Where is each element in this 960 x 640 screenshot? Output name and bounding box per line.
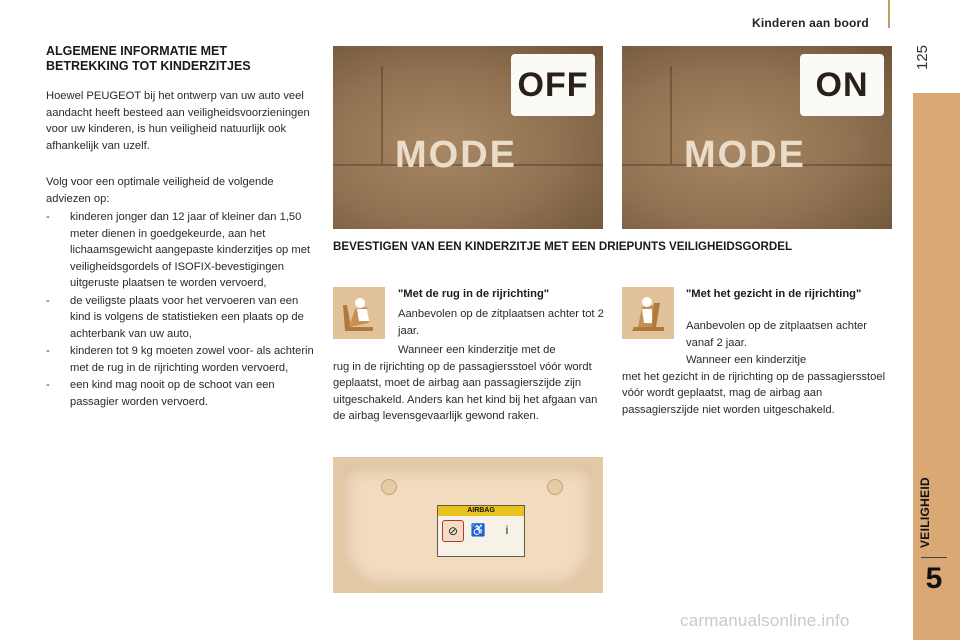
advice-intro-paragraph: Volg voor een optimale veiligheid de volgende adviezen op: bbox=[46, 176, 274, 205]
section-heading-general-info: ALGEMENE INFORMATIE MET BETREKKING TOT KINDERZITJES bbox=[46, 44, 251, 73]
rear-facing-recommendation: Aanbevolen op de zitplaatsen achter tot 2 jaar. bbox=[398, 308, 604, 337]
chapter-tab-label: VEILIGHEID bbox=[918, 476, 932, 548]
list-item bbox=[46, 293, 318, 343]
section-heading-three-point-belt: BEVESTIGEN VAN EEN KINDERZITJE MET EEN DRIEPUNTS VEILIGHEIDSGORDEL bbox=[333, 240, 793, 253]
airbag-sticker-label: AIRBAG bbox=[438, 506, 524, 516]
bullet-dash: - bbox=[46, 294, 50, 307]
visor-clip bbox=[547, 479, 563, 495]
advice-list bbox=[46, 209, 318, 411]
forward-facing-recommendation: Aanbevolen op de zitplaatsen achter vanaf 2 jaar. bbox=[686, 320, 867, 349]
rear-facing-warning bbox=[333, 342, 605, 425]
intro-paragraph: Hoewel PEUGEOT bij het ontwerp van uw auto veel aandacht heeft besteed aan veiligheidsvoorzieningen voor uw kinderen, is hun veiligheid natuurlijk ook afhankelijk van uzelf. bbox=[46, 90, 310, 152]
list-item-text: kinderen tot 9 kg moeten zowel voor- als achterin met de rug in de rijrichting worden vervoerd, bbox=[70, 345, 314, 374]
rear-facing-warning-lead: Wanneer een kinderzitje met de bbox=[398, 344, 556, 356]
list-item bbox=[46, 209, 318, 292]
list-item bbox=[46, 377, 318, 410]
sun-visor bbox=[343, 467, 593, 587]
header-divider bbox=[888, 0, 890, 28]
bullet-dash: - bbox=[46, 211, 50, 223]
forward-facing-child-seat-icon bbox=[622, 287, 674, 339]
airbag-off-mode-photo bbox=[333, 46, 603, 229]
bullet-dash: - bbox=[46, 379, 50, 391]
chapter-tab-divider bbox=[921, 557, 947, 558]
running-header: Kinderen aan boord bbox=[752, 16, 869, 30]
child-seat-icon: ♿ bbox=[470, 523, 486, 537]
forward-facing-title: "Met het gezicht in de rijrichting" bbox=[686, 288, 862, 300]
watermark: carmanualsonline.info bbox=[680, 611, 850, 630]
page-number: 125 bbox=[914, 44, 931, 70]
airbag-warning-sticker bbox=[437, 505, 525, 557]
info-icon: i bbox=[505, 523, 509, 537]
on-label: ON bbox=[800, 54, 884, 116]
mode-label: MODE bbox=[684, 134, 806, 176]
no-rear-seat-icon: ⊘ bbox=[442, 520, 464, 542]
off-label: OFF bbox=[511, 54, 595, 116]
mode-label: MODE bbox=[395, 134, 517, 176]
forward-facing-warning bbox=[622, 352, 894, 418]
rear-facing-child-seat-icon bbox=[333, 287, 385, 339]
list-item-text: kinderen jonger dan 12 jaar of kleiner dan 1,50 meter dienen in goedgekeurde, aan het lichaamsgewicht aangepaste kinderzitjes op met veiligheidsgordels of ISOFIX-bevestigingen uitgeruste plaatsen te worden vervoerd, bbox=[70, 211, 311, 289]
airbag-on-mode-photo bbox=[622, 46, 892, 229]
list-item-text: een kind mag nooit op de schoot van een passagier worden vervoerd. bbox=[70, 379, 275, 408]
chapter-number: 5 bbox=[925, 562, 943, 595]
rear-facing-warning-rest: rug in de rijrichting op de passagiersstoel vóór wordt geplaatst, moet de airbag aan passagierszijde zijn uitgeschakeld. Anders kan het kind bij het afgaan van de airbag levensgevaarlijk gewond raken. bbox=[333, 360, 598, 422]
list-item-text: de veiligste plaats voor het vervoeren van een kind is volgens de statistieken een plaats op de achterbank van uw auto, bbox=[70, 294, 304, 340]
list-item bbox=[46, 343, 318, 376]
visor-clip bbox=[381, 479, 397, 495]
sun-visor-airbag-warning-photo bbox=[333, 457, 603, 593]
forward-facing-warning-lead: Wanneer een kinderzitje bbox=[686, 354, 807, 366]
rear-facing-title: "Met de rug in de rijrichting" bbox=[398, 288, 550, 300]
bullet-dash: - bbox=[46, 345, 50, 357]
forward-facing-warning-rest: met het gezicht in de rijrichting op de passagiersstoel vóór wordt geplaatst, mag de airbag aan passagierszijde niet worden uitgeschakeld. bbox=[622, 370, 886, 416]
